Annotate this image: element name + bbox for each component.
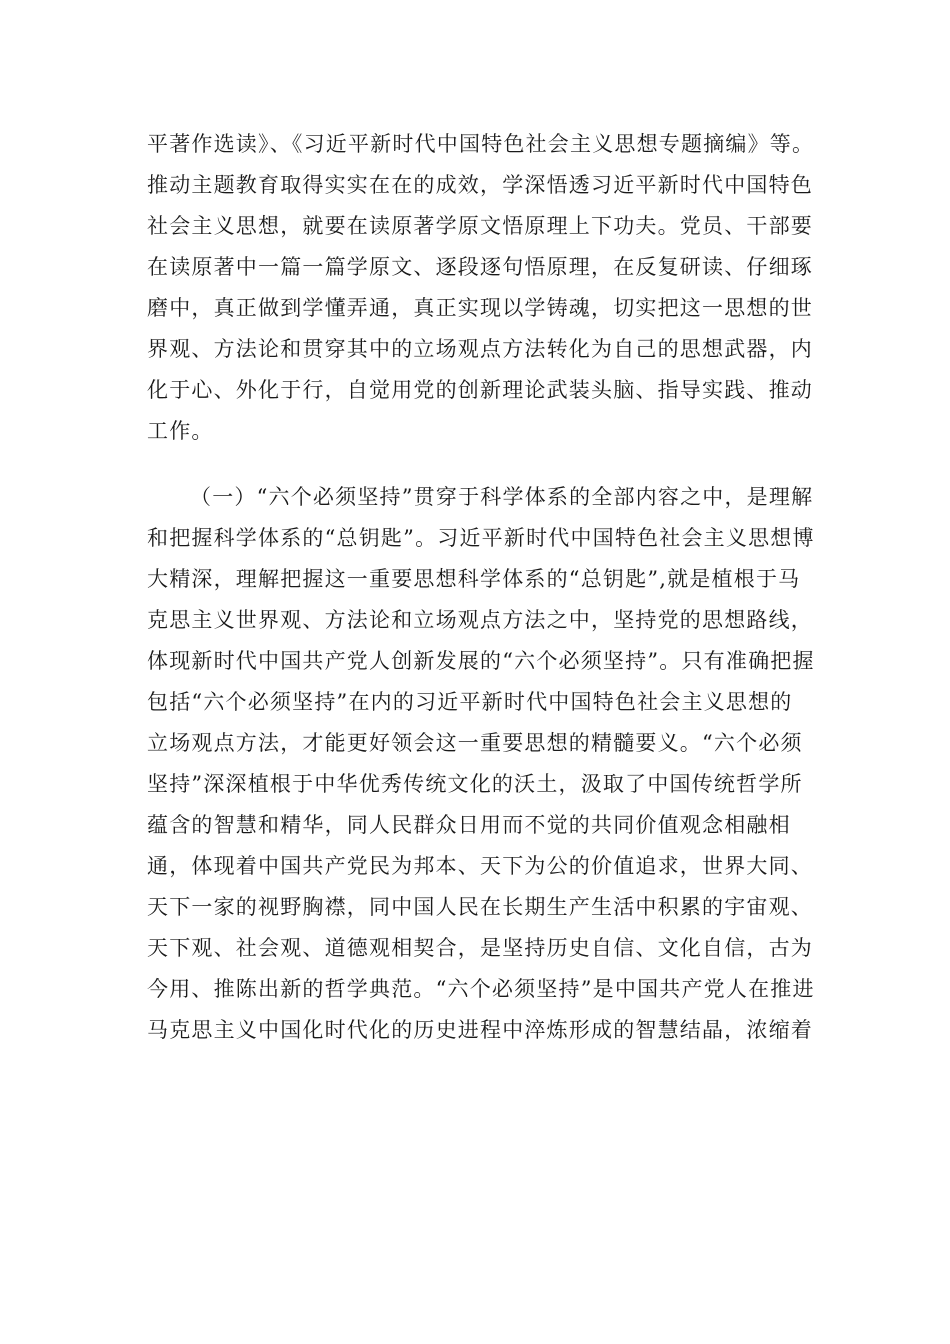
text-line: 平著作选读》、《习近平新时代中国特色社会主义思想专题摘编》等。 [147, 132, 815, 156]
text-line: 化于心、外化于行，自觉用党的创新理论武装头脑、指导实践、推动 [147, 378, 813, 402]
text-line: 蕴含的智慧和精华，同人民群众日用而不觉的共同价值观念相融相 [147, 813, 791, 837]
text-line: 在读原著中一篇一篇学原文、逐段逐句悟原理，在反复研读、仔细琢 [147, 255, 813, 279]
text-line: 包括“六个必须坚持”在内的习近平新时代中国特色社会主义思想的 [147, 690, 793, 714]
text-line: 今用、推陈出新的哲学典范。“六个必须坚持”是中国共产党人在推进 [147, 977, 815, 1001]
text-line: 推动主题教育取得实实在在的成效，学深悟透习近平新时代中国特色 [147, 173, 813, 197]
text-line: 天下一家的视野胸襟，同中国人民在长期生产生活中积累的宇宙观、 [147, 895, 813, 919]
text-line: 体现新时代中国共产党人创新发展的“六个必须坚持”。只有准确把握 [147, 649, 815, 673]
text-line: 坚持”深深植根于中华优秀传统文化的沃土，汲取了中国传统哲学所 [147, 772, 803, 796]
text-line: 大精深，理解把握这一重要思想科学体系的“总钥匙”,就是植根于马 [147, 567, 801, 591]
text-line: 天下观、社会观、道德观相契合，是坚持历史自信、文化自信，古为 [147, 936, 813, 960]
text-line: 界观、方法论和贯穿其中的立场观点方法转化为自己的思想武器，内 [147, 337, 813, 361]
text-line: 工作。 [147, 419, 214, 443]
text-line: 磨中，真正做到学懂弄通，真正实现以学铸魂，切实把这一思想的世 [147, 296, 813, 320]
text-line: 社会主义思想，就要在读原著学原文悟原理上下功夫。党员、干部要 [147, 214, 813, 238]
text-line: 立场观点方法，才能更好领会这一重要思想的精髓要义。“六个必须 [147, 731, 803, 755]
text-line: 马克思主义中国化时代化的历史进程中淬炼形成的智慧结晶，浓缩着 [147, 1018, 813, 1042]
text-line: 克思主义世界观、方法论和立场观点方法之中，坚持党的思想路线， [147, 608, 813, 632]
text-line: （一）“六个必须坚持”贯穿于科学体系的全部内容之中，是理解 [190, 485, 814, 509]
text-line: 和把握科学体系的“总钥匙”。习近平新时代中国特色社会主义思想博 [147, 526, 815, 550]
text-line: 通，体现着中国共产党民为邦本、天下为公的价值追求，世界大同、 [147, 854, 813, 878]
